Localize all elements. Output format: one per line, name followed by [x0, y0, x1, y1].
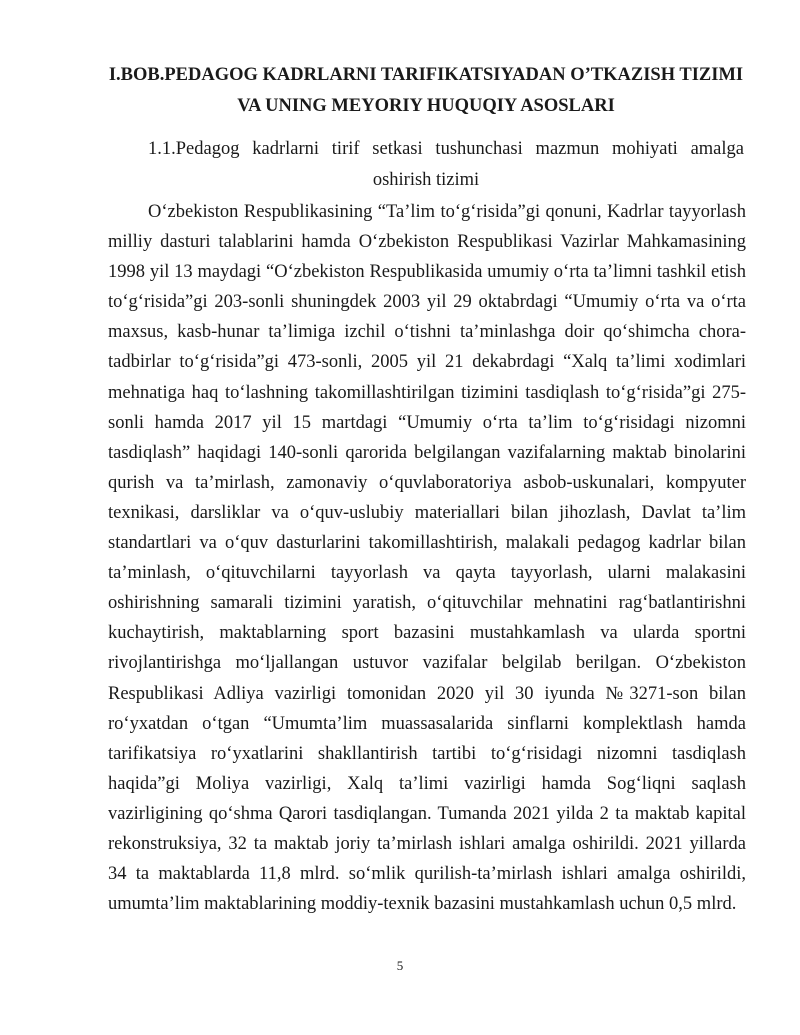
body-paragraph: O‘zbekiston Respublikasining “Ta’lim to‘g‘risida”gi qonuni, Kadrlar tayyorlash milliy dasturi talablarini hamda O‘zbekiston Respublikasi Vazirlar Mahkamasining 1998 yil 13 maydagi “O‘zbekiston Respublikasida umumiy o‘rta ta’limni tashkil etish to‘g‘risida”gi 203-sonli shuningdek 2003 yil 29 oktabrdagi “Umumiy o‘rta va o‘rta maxsus, kasb-hunar ta’limiga izchil o‘tishni ta’minlashga doir qo‘shimcha chora-tadbirlar to‘g‘risida”gi 473-sonli, 2005 yil 21 dekabrdagi “Xalq ta’limi xodimlari mehnatiga haq to‘lashning takomillashtirilgan tizimini tasdiqlash to‘g‘risida”gi 275-sonli hamda 2017 yil 15 martdagi “Umumiy o‘rta ta’lim to‘g‘risidagi nizomni tasdiqlash” haqidagi 140-sonli qarorida belgilangan vazifalarning maktab binolarini qurish va ta’mirlash, zamonaviy o‘quvlaboratoriya asbob-uskunalari, kompyuter texnikasi, darsliklar va o‘quv-uslubiy materiallari bilan jihozlash, Davlat ta’lim standartlari va o‘quv dasturlarini takomillashtirish, malakali pedagog kadrlar bilan ta’minlash, o‘qituvchilarni tayyorlash va qayta tayyorlash, ularni malakasini oshirishning samarali tizimini yaratish, o‘qituvchilar mehnatini rag‘batlantirishni kuchaytirish, maktablarning sport bazasini mustahkamlash va ularda sportni rivojlantirishga mo‘ljallangan ustuvor vazifalar belgilab berilgan. O‘zbekiston Respublikasi Adliya vazirligi tomonidan 2020 yil 30 iyunda №3271-son bilan ro‘yxatdan o‘tgan “Umumta’lim muassasalarida sinflarni komplektlash hamda tarifikatsiya ro‘yxatlarini shakllantirish tartibi to‘g‘risidagi nizomni tasdiqlash haqida”gi Moliya vazirligi, Xalq ta’limi vazirligi hamda Sog‘liqni saqlash vazirligining qo‘shma Qarori tasdiqlangan. Tumanda 2021 yilda 2 ta maktab kapital rekonstruksiya, 32 ta maktab joriy ta’mirlash ishlari amalga oshirildi. 2021 yillarda 34 ta maktablarda 11,8 mlrd. so‘mlik qurilish-ta’mirlash ishlari amalga oshirildi, umumta’lim maktablarining moddiy-texnik bazasini mustahkamlash uchun 0,5 mlrd.	[108, 202, 746, 915]
page-number: 5	[396, 958, 404, 973]
section-subheading: 1.1.Pedagog kadrlarni tirif setkasi tushunchasi mazmun mohiyati amalga oshirish tizimi	[148, 139, 744, 190]
chapter-heading: I.BOB.PEDAGOG KADRLARNI TARIFIKATSIYADAN O’TKAZISH TIZIMI VA UNING MEYORIY HUQUQIY ASOSLARI	[108, 65, 744, 116]
